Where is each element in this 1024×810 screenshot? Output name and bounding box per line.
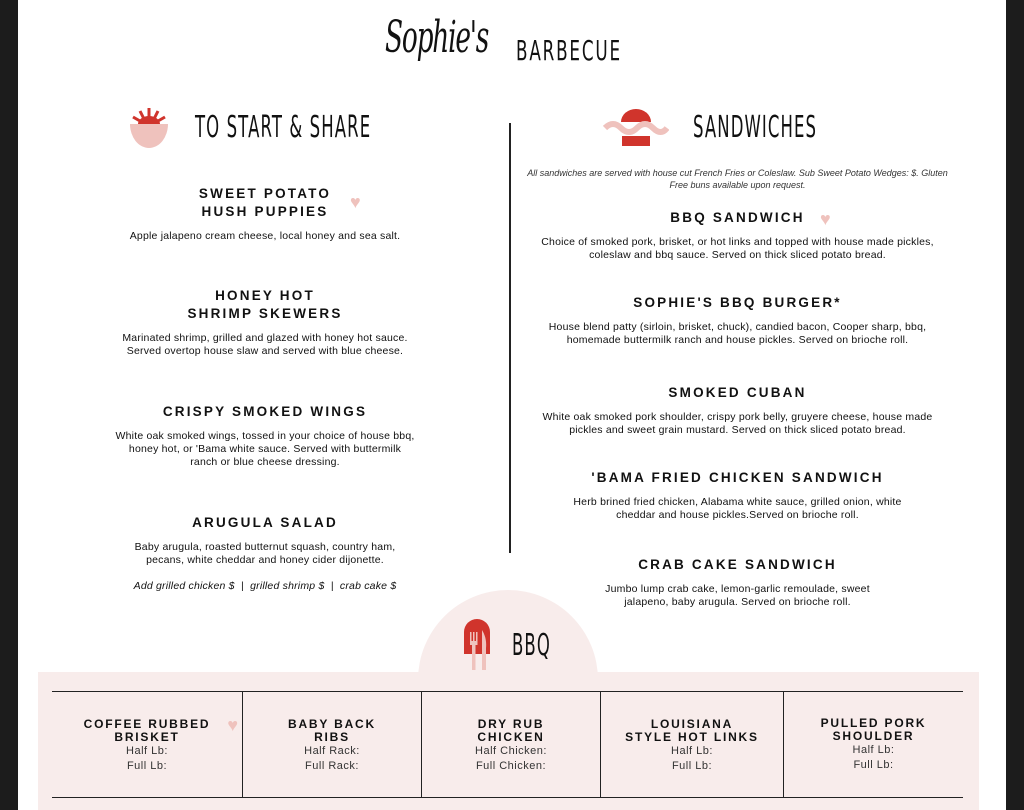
item-name: CHICKEN — [477, 730, 545, 744]
item-name: COFFEE RUBBED — [83, 717, 211, 731]
item-description: White oak smoked wings, tossed in your choice of house bbq, honey hot, or 'Bama white sauce. Served with buttermilk ranch or blue cheese dressing. — [115, 430, 415, 468]
item-name: CRAB CAKE SANDWICH — [638, 557, 837, 572]
menu-item — [560, 469, 915, 522]
item-name: SWEET POTATO — [198, 186, 332, 201]
item-description: Choice of smoked pork, brisket, or hot links and topped with house made pickles, coleslaw and bbq sauce. Served on thick sliced potato bread. — [541, 236, 934, 261]
utensils-icon — [462, 618, 492, 670]
item-price: Full Lb: — [853, 759, 894, 771]
bbq-item — [422, 692, 601, 797]
item-price: Full Lb: — [126, 760, 168, 772]
menu-item — [110, 403, 420, 469]
item-price: Half Lb: — [671, 745, 713, 757]
item-name: SMOKED CUBAN — [668, 385, 807, 400]
bbq-item — [601, 692, 784, 797]
item-description: Jumbo lump crab cake, lemon-garlic remoulade, sweet jalapeno, baby arugula. Served on brioche roll. — [605, 583, 870, 608]
section-title-start: TO START & SHARE — [195, 110, 372, 145]
item-price: Full Rack: — [305, 760, 359, 772]
item-price: Half Chicken: — [475, 745, 547, 757]
item-description: House blend patty (sirloin, brisket, chuck), candied bacon, Cooper sharp, bbq, homemade buttermilk ranch and house pickles. Served on brioche roll. — [548, 321, 927, 346]
item-name: DRY RUB — [477, 717, 545, 731]
item-name: BABY BACK — [288, 717, 376, 731]
item-name: LOUISIANA — [650, 717, 734, 731]
item-name: 'BAMA FRIED CHICKEN SANDWICH — [591, 470, 884, 485]
heart-icon: ♥ — [227, 715, 238, 735]
item-name: ARUGULA SALAD — [192, 515, 338, 530]
item-name: RIBS — [314, 730, 350, 744]
item-name: BRISKET — [114, 730, 180, 744]
item-name: SHRIMP SKEWERS — [187, 306, 343, 321]
item-description: White oak smoked pork shoulder, crispy pork belly, gruyere cheese, house made pickles and sweet grain mustard. Served on thick sliced potato bread. — [542, 411, 933, 436]
bbq-item — [243, 692, 422, 797]
column-divider — [509, 123, 511, 553]
sandwich-note: All sandwiches are served with house cut French Fries or Coleslaw. Sub Sweet Potato Wedges: $. Gluten Free buns available upon request. — [527, 168, 948, 190]
menu-item — [110, 185, 420, 243]
item-price: Full Chicken: — [475, 760, 547, 772]
section-title-bbq: BBQ — [512, 628, 551, 663]
heart-icon: ♥ — [350, 192, 361, 212]
item-name: CRISPY SMOKED WINGS — [162, 404, 368, 419]
item-description: Herb brined fried chicken, Alabama white sauce, grilled onion, white cheddar and house pickles.Served on brioche roll. — [573, 496, 902, 521]
item-description: Apple jalapeno cream cheese, local honey and sea salt. — [129, 230, 401, 242]
item-addons: Add grilled chicken $ | grilled shrimp $ | crab cake $ — [133, 580, 397, 592]
menu-item — [110, 287, 420, 358]
item-name: HUSH PUPPIES — [201, 204, 329, 219]
item-name: PULLED PORK — [820, 716, 927, 730]
item-name: HONEY HOT — [215, 288, 315, 303]
bbq-item — [52, 692, 243, 797]
bbq-grid — [52, 691, 963, 798]
menu-item — [110, 514, 420, 593]
item-name: BBQ SANDWICH — [670, 210, 805, 225]
item-price: Half Rack: — [304, 745, 360, 757]
menu-item — [540, 209, 935, 262]
menu-item — [540, 384, 935, 437]
item-description: Marinated shrimp, grilled and glazed with honey hot sauce. Served overtop house slaw and served with blue cheese. — [122, 332, 408, 357]
menu-item — [590, 556, 885, 609]
item-name: SHOULDER — [832, 729, 915, 743]
bowl-icon — [128, 106, 170, 150]
sandwich-icon — [603, 108, 669, 150]
item-price: Full Lb: — [671, 760, 713, 772]
logo-script: Sophie's — [385, 12, 489, 63]
item-name: STYLE HOT LINKS — [625, 730, 759, 744]
item-name: SOPHIE'S BBQ BURGER* — [633, 295, 842, 310]
item-description: Baby arugula, roasted butternut squash, country ham, pecans, white cheddar and honey cider dijonette. — [134, 541, 396, 566]
item-price: Half Lb: — [126, 745, 168, 757]
item-price: Half Lb: — [852, 744, 895, 756]
section-title-sandwiches: SANDWICHES — [693, 110, 818, 145]
bbq-item — [784, 692, 963, 797]
heart-icon: ♥ — [820, 209, 831, 229]
menu-item — [540, 294, 935, 347]
logo-word: BARBECUE — [516, 34, 622, 67]
